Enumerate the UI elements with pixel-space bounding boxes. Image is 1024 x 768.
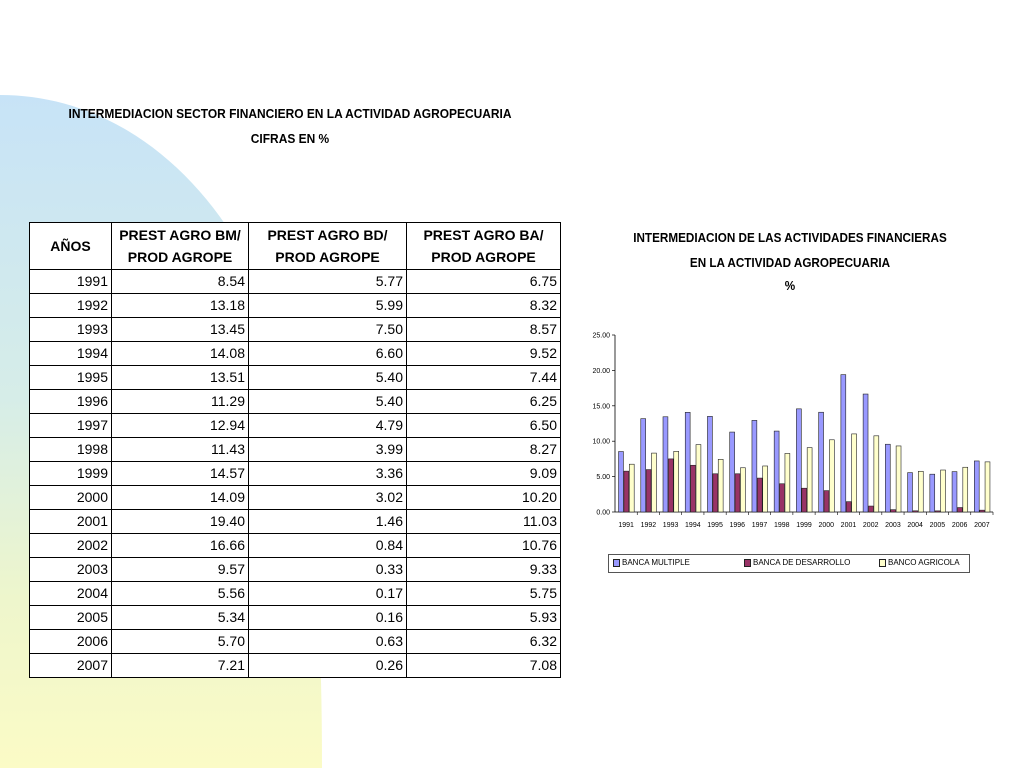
cell-ba: 9.33 bbox=[407, 558, 561, 582]
cell-year: 1996 bbox=[30, 390, 112, 414]
table-row bbox=[30, 582, 561, 606]
cell-bd: 5.40 bbox=[249, 390, 407, 414]
cell-bd: 3.36 bbox=[249, 462, 407, 486]
header-bd bbox=[249, 223, 407, 270]
cell-bm: 7.21 bbox=[112, 654, 249, 678]
bar-banca-multiple bbox=[885, 444, 890, 512]
bar-banca-multiple bbox=[707, 416, 712, 512]
cell-bm: 14.57 bbox=[112, 462, 249, 486]
bar-banca-multiple bbox=[752, 420, 757, 512]
cell-bd: 5.40 bbox=[249, 366, 407, 390]
bar-banco-agricola bbox=[807, 448, 812, 512]
cell-bd: 0.17 bbox=[249, 582, 407, 606]
bar-banca-de-desarrollo bbox=[780, 484, 785, 512]
header-bd-line2: PROD AGROPE bbox=[275, 249, 380, 265]
bar-banca-de-desarrollo bbox=[802, 488, 807, 512]
bar-banca-multiple bbox=[796, 409, 801, 512]
table-row bbox=[30, 534, 561, 558]
x-tick-label: 1997 bbox=[751, 522, 768, 529]
y-tick-label: 15.00 bbox=[592, 403, 610, 411]
table-row bbox=[30, 414, 561, 438]
x-tick-label: 2007 bbox=[974, 522, 990, 529]
chart-title-line3: % bbox=[784, 278, 796, 293]
bar-banca-multiple bbox=[641, 419, 646, 512]
x-tick-label: 2000 bbox=[818, 522, 835, 529]
table-row bbox=[30, 270, 561, 294]
x-tick-label: 1998 bbox=[773, 522, 790, 529]
cell-year: 1994 bbox=[30, 342, 112, 366]
table-row bbox=[30, 462, 561, 486]
table-row bbox=[30, 438, 561, 462]
bar-banco-agricola bbox=[829, 440, 834, 512]
legend-item bbox=[879, 558, 960, 567]
table-row bbox=[30, 342, 561, 366]
bar-banca-multiple bbox=[730, 432, 735, 512]
chart-legend bbox=[608, 554, 970, 573]
y-tick-label: 0.00 bbox=[596, 509, 610, 517]
cell-year: 2002 bbox=[30, 534, 112, 558]
cell-bd: 1.46 bbox=[249, 510, 407, 534]
y-tick-label: 20.00 bbox=[592, 367, 610, 375]
bar-banca-multiple bbox=[663, 417, 668, 512]
header-ba-line2: PROD AGROPE bbox=[431, 249, 536, 265]
header-ba bbox=[407, 223, 561, 270]
legend-item bbox=[613, 558, 690, 567]
bar-banca-de-desarrollo bbox=[869, 506, 874, 512]
cell-bm: 8.54 bbox=[112, 270, 249, 294]
x-tick-label: 1993 bbox=[662, 522, 679, 529]
bar-banca-multiple bbox=[930, 474, 935, 512]
header-bd-line1: PREST AGRO BD/ bbox=[267, 227, 388, 243]
bar-banca-de-desarrollo bbox=[913, 511, 918, 512]
cell-bm: 14.08 bbox=[112, 342, 249, 366]
cell-ba: 6.32 bbox=[407, 630, 561, 654]
cell-ba: 8.27 bbox=[407, 438, 561, 462]
cell-year: 2007 bbox=[30, 654, 112, 678]
cell-bd: 0.84 bbox=[249, 534, 407, 558]
chart-plot bbox=[575, 220, 1015, 550]
cell-bm: 5.70 bbox=[112, 630, 249, 654]
bar-banco-agricola bbox=[696, 445, 701, 512]
cell-bd: 0.26 bbox=[249, 654, 407, 678]
cell-bm: 11.43 bbox=[112, 438, 249, 462]
bar-banca-de-desarrollo bbox=[846, 502, 851, 512]
cell-bm: 13.18 bbox=[112, 294, 249, 318]
cell-ba: 5.75 bbox=[407, 582, 561, 606]
x-tick-label: 2004 bbox=[907, 522, 923, 529]
legend-label: BANCA DE DESARROLLO bbox=[753, 558, 851, 567]
legend-label: BANCO AGRICOLA bbox=[888, 558, 960, 567]
cell-ba: 6.75 bbox=[407, 270, 561, 294]
header-bm-line1: PREST AGRO BM/ bbox=[119, 227, 241, 243]
bar-banca-de-desarrollo bbox=[824, 491, 829, 512]
bar-banca-de-desarrollo bbox=[757, 478, 762, 512]
bar-banca-de-desarrollo bbox=[935, 511, 940, 512]
cell-bd: 3.02 bbox=[249, 486, 407, 510]
x-tick-label: 2001 bbox=[840, 522, 857, 529]
x-tick-label: 2002 bbox=[862, 522, 879, 529]
cell-ba: 9.52 bbox=[407, 342, 561, 366]
bar-banca-de-desarrollo bbox=[646, 470, 651, 512]
table-row bbox=[30, 486, 561, 510]
cell-bd: 0.33 bbox=[249, 558, 407, 582]
header-bm-line2: PROD AGROPE bbox=[127, 249, 233, 265]
cell-year: 2001 bbox=[30, 510, 112, 534]
bar-banco-agricola bbox=[674, 451, 679, 512]
bar-banca-multiple bbox=[841, 375, 846, 512]
cell-bd: 5.77 bbox=[249, 270, 407, 294]
bar-banca-multiple bbox=[619, 452, 624, 512]
cell-ba: 11.03 bbox=[407, 510, 561, 534]
table-row bbox=[30, 390, 561, 414]
cell-bm: 9.57 bbox=[112, 558, 249, 582]
cell-year: 1992 bbox=[30, 294, 112, 318]
bar-banco-agricola bbox=[785, 453, 790, 512]
y-tick-label: 25.00 bbox=[592, 332, 610, 340]
data-table bbox=[29, 222, 561, 678]
legend-label: BANCA MULTIPLE bbox=[622, 558, 690, 567]
cell-bd: 4.79 bbox=[249, 414, 407, 438]
cell-bm: 19.40 bbox=[112, 510, 249, 534]
bar-banca-multiple bbox=[952, 472, 957, 512]
cell-ba: 6.25 bbox=[407, 390, 561, 414]
header-years: AÑOS bbox=[30, 223, 112, 270]
chart-title-line2: EN LA ACTIVIDAD AGROPECUARIA bbox=[689, 255, 891, 270]
table-header-row bbox=[30, 223, 561, 270]
x-tick-label: 2003 bbox=[885, 522, 901, 529]
bar-banca-de-desarrollo bbox=[668, 459, 673, 512]
header-bm bbox=[112, 223, 249, 270]
x-tick-label: 2006 bbox=[951, 522, 968, 529]
y-tick-label: 5.00 bbox=[596, 474, 610, 482]
bar-banco-agricola bbox=[896, 446, 901, 512]
cell-ba: 8.32 bbox=[407, 294, 561, 318]
legend-swatch bbox=[613, 559, 620, 567]
chart-title-line1: INTERMEDIACION DE LAS ACTIVIDADES FINANCIERAS bbox=[633, 230, 947, 245]
bar-banco-agricola bbox=[763, 466, 768, 512]
legend-swatch bbox=[744, 559, 751, 567]
cell-bm: 13.51 bbox=[112, 366, 249, 390]
x-tick-label: 2005 bbox=[929, 522, 946, 529]
bar-banca-multiple bbox=[819, 412, 824, 512]
bar-banco-agricola bbox=[740, 468, 745, 512]
page-subtitle: CIFRAS EN % bbox=[250, 131, 330, 146]
cell-bd: 3.99 bbox=[249, 438, 407, 462]
cell-year: 1995 bbox=[30, 366, 112, 390]
cell-bm: 12.94 bbox=[112, 414, 249, 438]
bar-chart bbox=[575, 220, 1015, 580]
bar-banco-agricola bbox=[985, 462, 990, 512]
cell-bm: 11.29 bbox=[112, 390, 249, 414]
bar-banca-de-desarrollo bbox=[891, 510, 896, 512]
cell-year: 1998 bbox=[30, 438, 112, 462]
x-tick-label: 1996 bbox=[729, 522, 746, 529]
cell-year: 2006 bbox=[30, 630, 112, 654]
cell-year: 2004 bbox=[30, 582, 112, 606]
bar-banca-multiple bbox=[863, 394, 868, 512]
bar-banca-de-desarrollo bbox=[624, 471, 629, 512]
header-ba-line1: PREST AGRO BA/ bbox=[423, 227, 544, 243]
table-row bbox=[30, 630, 561, 654]
y-tick-label: 10.00 bbox=[592, 438, 610, 446]
bar-banco-agricola bbox=[874, 436, 879, 512]
cell-year: 2005 bbox=[30, 606, 112, 630]
table-row bbox=[30, 510, 561, 534]
legend-swatch bbox=[879, 559, 886, 567]
cell-ba: 5.93 bbox=[407, 606, 561, 630]
cell-bd: 5.99 bbox=[249, 294, 407, 318]
bar-banca-de-desarrollo bbox=[957, 508, 962, 512]
cell-bm: 5.34 bbox=[112, 606, 249, 630]
cell-bm: 13.45 bbox=[112, 318, 249, 342]
bar-banco-agricola bbox=[941, 470, 946, 512]
x-tick-label: 1991 bbox=[618, 522, 634, 529]
cell-bd: 6.60 bbox=[249, 342, 407, 366]
cell-year: 1991 bbox=[30, 270, 112, 294]
bar-banco-agricola bbox=[718, 459, 723, 512]
cell-ba: 6.50 bbox=[407, 414, 561, 438]
cell-bm: 16.66 bbox=[112, 534, 249, 558]
cell-ba: 10.76 bbox=[407, 534, 561, 558]
cell-bd: 7.50 bbox=[249, 318, 407, 342]
table-row bbox=[30, 558, 561, 582]
cell-bd: 0.16 bbox=[249, 606, 407, 630]
cell-year: 2003 bbox=[30, 558, 112, 582]
bar-banco-agricola bbox=[963, 467, 968, 512]
x-tick-label: 1999 bbox=[796, 522, 812, 529]
cell-ba: 10.20 bbox=[407, 486, 561, 510]
bar-banco-agricola bbox=[629, 464, 634, 512]
bar-banco-agricola bbox=[652, 453, 657, 512]
bar-banco-agricola bbox=[852, 434, 857, 512]
bar-banco-agricola bbox=[918, 471, 923, 512]
cell-year: 1993 bbox=[30, 318, 112, 342]
bar-banca-multiple bbox=[774, 431, 779, 512]
table-row bbox=[30, 606, 561, 630]
cell-ba: 9.09 bbox=[407, 462, 561, 486]
cell-bm: 5.56 bbox=[112, 582, 249, 606]
cell-year: 1997 bbox=[30, 414, 112, 438]
cell-ba: 8.57 bbox=[407, 318, 561, 342]
cell-bd: 0.63 bbox=[249, 630, 407, 654]
bar-banca-multiple bbox=[974, 461, 979, 512]
table-row bbox=[30, 294, 561, 318]
table-row bbox=[30, 654, 561, 678]
page-title: INTERMEDIACION SECTOR FINANCIERO EN LA ACTIVIDAD AGROPECUARIA bbox=[68, 106, 512, 121]
legend-item bbox=[744, 558, 850, 567]
cell-ba: 7.08 bbox=[407, 654, 561, 678]
cell-year: 1999 bbox=[30, 462, 112, 486]
cell-ba: 7.44 bbox=[407, 366, 561, 390]
bar-banca-multiple bbox=[685, 412, 690, 512]
table-body bbox=[30, 270, 561, 678]
bar-banca-de-desarrollo bbox=[980, 510, 985, 512]
bar-banca-de-desarrollo bbox=[735, 474, 740, 512]
bar-banca-de-desarrollo bbox=[713, 474, 718, 512]
cell-bm: 14.09 bbox=[112, 486, 249, 510]
x-tick-label: 1992 bbox=[640, 522, 657, 529]
cell-year: 2000 bbox=[30, 486, 112, 510]
x-tick-label: 1994 bbox=[685, 522, 701, 529]
x-tick-label: 1995 bbox=[707, 522, 723, 529]
table-row bbox=[30, 318, 561, 342]
bar-banca-multiple bbox=[908, 473, 913, 512]
bar-banca-de-desarrollo bbox=[691, 465, 696, 512]
table-row bbox=[30, 366, 561, 390]
